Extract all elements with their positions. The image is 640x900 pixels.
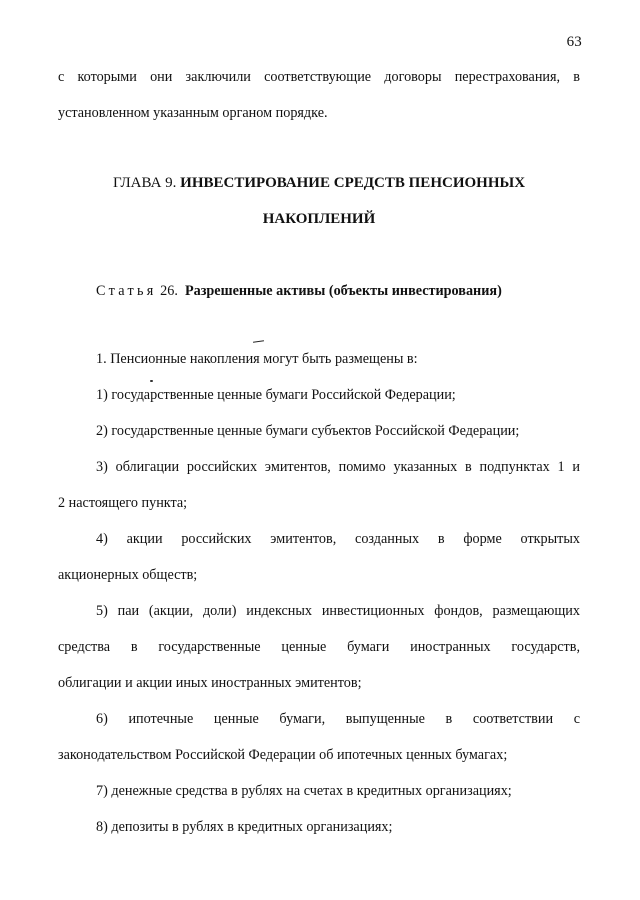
list-item-6-line-2: законодательством Российской Федерации об ипотечных ценных бумагах; bbox=[58, 747, 508, 763]
chapter-title-line-2: НАКОПЛЕНИЙ bbox=[262, 211, 376, 227]
intro-line-1: с которыми они заключили соответствующие договоры перестрахования, в bbox=[58, 69, 580, 85]
scan-dot bbox=[150, 380, 153, 382]
list-item-8: 8) депозиты в рублях в кредитных организациях; bbox=[96, 819, 393, 835]
article-number: 26. bbox=[160, 283, 178, 299]
list-item-5-line-1: 5) паи (акции, доли) индексных инвестиционных фондов, размещающих bbox=[96, 603, 580, 619]
chapter-heading-line-1 bbox=[58, 173, 580, 193]
list-item-5-line-2: средства в государственные ценные бумаги иностранных государств, bbox=[58, 639, 580, 655]
chapter-prefix: ГЛАВА 9. bbox=[112, 175, 177, 191]
intro-line-2: установленном указанным органом порядке. bbox=[58, 105, 328, 121]
list-item-4-line-1: 4) акции российских эмитентов, созданных в форме открытых bbox=[96, 531, 580, 547]
article-label: Статья bbox=[96, 283, 157, 299]
list-item-1: 1) государственные ценные бумаги Российской Федерации; bbox=[96, 387, 456, 403]
page-number: 63 bbox=[566, 34, 582, 50]
list-item-7: 7) денежные средства в рублях на счетах в кредитных организациях; bbox=[96, 783, 512, 799]
scan-mark bbox=[253, 340, 264, 343]
list-item-3-line-1: 3) облигации российских эмитентов, помимо указанных в подпунктах 1 и bbox=[96, 459, 580, 475]
list-item-2: 2) государственные ценные бумаги субъектов Российской Федерации; bbox=[96, 423, 520, 439]
list-item-5-line-3: облигации и акции иных иностранных эмитентов; bbox=[58, 675, 362, 691]
chapter-heading-line-2 bbox=[58, 209, 580, 229]
list-item-3-line-2: 2 настоящего пункта; bbox=[58, 495, 188, 511]
list-item-6-line-1: 6) ипотечные ценные бумаги, выпущенные в соответствии с bbox=[96, 711, 580, 727]
article-heading bbox=[96, 282, 502, 300]
chapter-title-line-1: ИНВЕСТИРОВАНИЕ СРЕДСТВ ПЕНСИОННЫХ bbox=[180, 175, 526, 191]
list-item-4-line-2: акционерных обществ; bbox=[58, 567, 198, 583]
paragraph-1: 1. Пенсионные накопления могут быть размещены в: bbox=[96, 351, 418, 367]
article-title: Разрешенные активы (объекты инвестирования) bbox=[184, 283, 502, 299]
